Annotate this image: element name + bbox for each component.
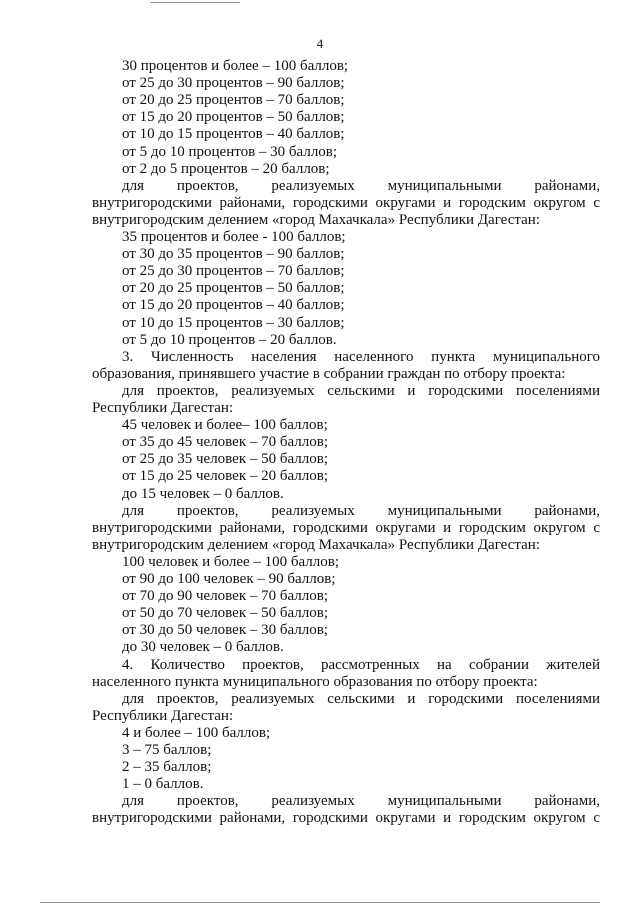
text-line: Республики Дагестан: xyxy=(92,400,234,416)
text-line: от 25 до 30 процентов – 70 баллов; xyxy=(122,263,345,279)
text-line: 100 человек и более – 100 баллов; xyxy=(122,554,340,570)
text-line: 1 – 0 баллов. xyxy=(122,776,204,792)
text-line: для проектов, реализуемых сельскими и городскими поселениями xyxy=(122,383,600,399)
text-line: от 20 до 25 процентов – 50 баллов; xyxy=(122,280,345,296)
text-line: 4 и более – 100 баллов; xyxy=(122,725,271,741)
text-line: от 30 до 35 процентов – 90 баллов; xyxy=(122,246,345,262)
text-line: образования, принявшего участие в собрании граждан по отбору проекта: xyxy=(92,366,566,382)
text-line: 45 человек и более– 100 баллов; xyxy=(122,417,328,433)
text-line: 3. Численность населения населенного пункта муниципального xyxy=(122,349,600,365)
text-line: для проектов, реализуемых муниципальными районами, xyxy=(122,503,600,519)
text-line: внутригородскими районами, городскими округами и городским округом с xyxy=(92,195,600,211)
text-line: от 10 до 15 процентов – 30 баллов; xyxy=(122,315,345,331)
text-line: от 25 до 30 процентов – 90 баллов; xyxy=(122,75,345,91)
text-line: внутригородскими районами, городскими округами и городским округом с xyxy=(92,810,600,826)
text-line: внутригородским делением «город Махачкала» Республики Дагестан: xyxy=(92,212,540,228)
text-line: от 25 до 35 человек – 50 баллов; xyxy=(122,451,329,467)
text-line: от 5 до 10 процентов – 20 баллов. xyxy=(122,332,337,348)
text-line: до 30 человек – 0 баллов. xyxy=(122,639,284,655)
text-line: Республики Дагестан: xyxy=(92,708,234,724)
text-line: от 2 до 5 процентов – 20 баллов; xyxy=(122,161,330,177)
text-line: до 15 человек – 0 баллов. xyxy=(122,486,284,502)
text-line: для проектов, реализуемых муниципальными районами, xyxy=(122,178,600,194)
text-line: от 15 до 20 процентов – 50 баллов; xyxy=(122,109,345,125)
text-line: от 50 до 70 человек – 50 баллов; xyxy=(122,605,329,621)
text-line: населенного пункта муниципального образования по отбору проекта: xyxy=(92,674,538,690)
text-line: от 15 до 20 процентов – 40 баллов; xyxy=(122,297,345,313)
text-line: внутригородским делением «город Махачкала» Республики Дагестан: xyxy=(92,537,540,553)
scan-edge-mark-bottom xyxy=(40,902,600,903)
text-line: для проектов, реализуемых муниципальными районами, xyxy=(122,793,600,809)
text-line: 30 процентов и более – 100 баллов; xyxy=(122,58,349,74)
text-line: 2 – 35 баллов; xyxy=(122,759,212,775)
text-line: от 15 до 25 человек – 20 баллов; xyxy=(122,468,329,484)
text-line: для проектов, реализуемых сельскими и городскими поселениями xyxy=(122,691,600,707)
text-line: от 30 до 50 человек – 30 баллов; xyxy=(122,622,329,638)
text-line: от 5 до 10 процентов – 30 баллов; xyxy=(122,144,338,160)
text-line: 4. Количество проектов, рассмотренных на собрании жителей xyxy=(122,657,600,673)
text-line: от 20 до 25 процентов – 70 баллов; xyxy=(122,92,345,108)
text-line: от 10 до 15 процентов – 40 баллов; xyxy=(122,126,345,142)
page-number: 4 xyxy=(316,36,324,51)
text-line: внутригородскими районами, городскими округами и городским округом с xyxy=(92,520,600,536)
scan-edge-mark-top xyxy=(150,2,240,3)
text-line: от 90 до 100 человек – 90 баллов; xyxy=(122,571,336,587)
text-line: от 70 до 90 человек – 70 баллов; xyxy=(122,588,329,604)
text-line: 35 процентов и более - 100 баллов; xyxy=(122,229,346,245)
text-line: от 35 до 45 человек – 70 баллов; xyxy=(122,434,329,450)
text-line: 3 – 75 баллов; xyxy=(122,742,212,758)
